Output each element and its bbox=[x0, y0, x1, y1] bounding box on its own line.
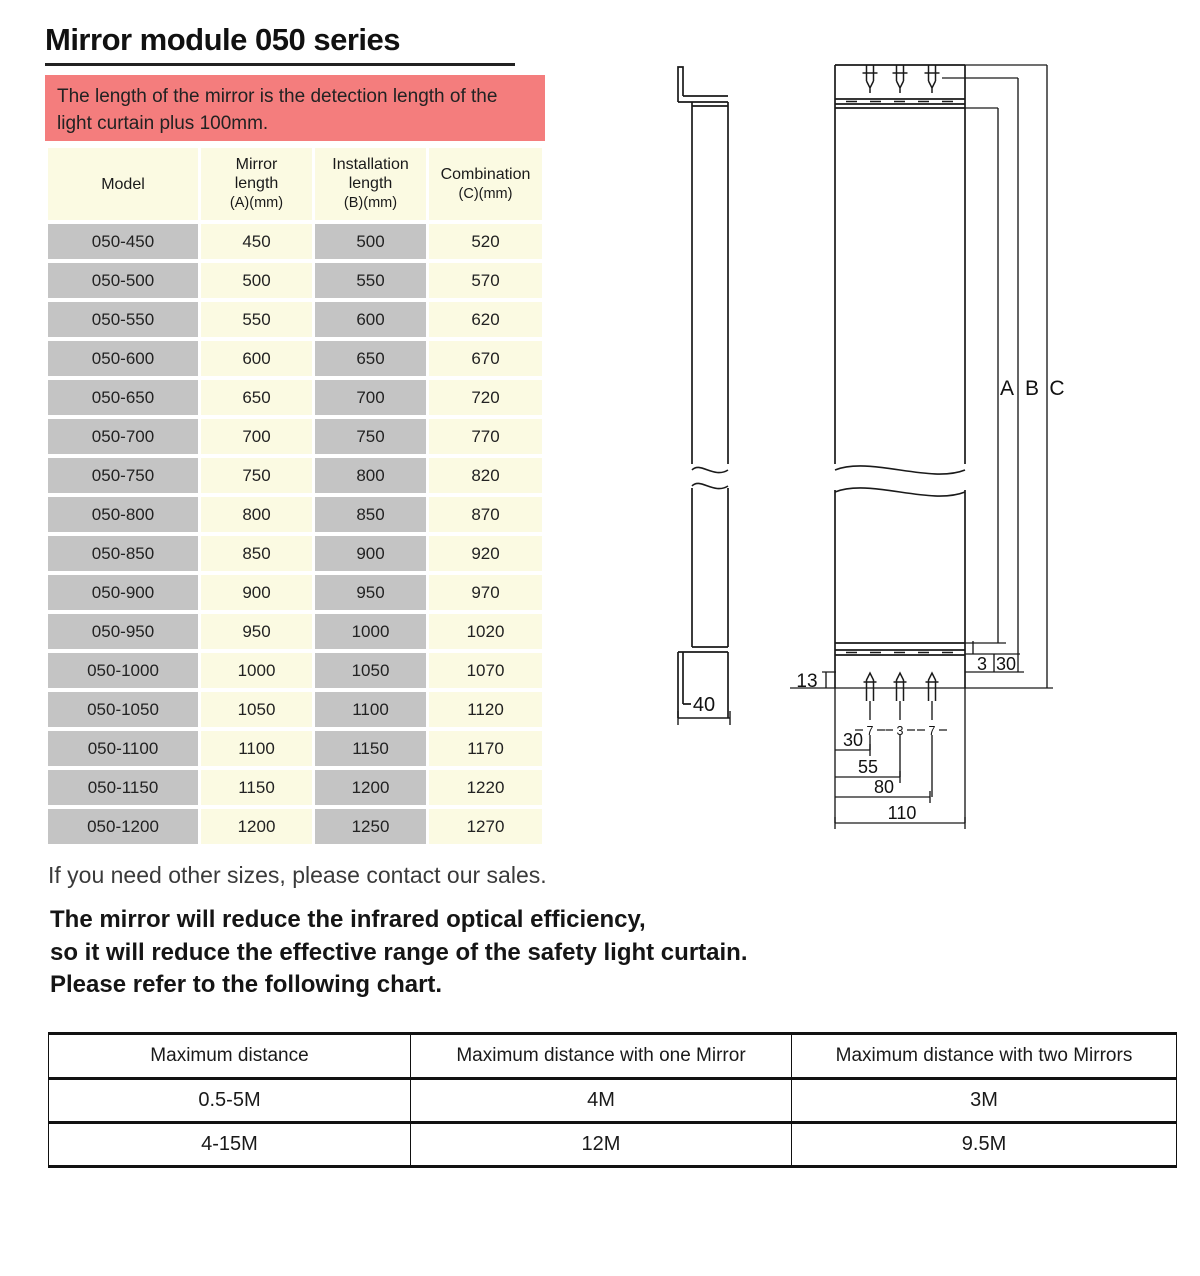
table-cell: 1020 bbox=[429, 614, 542, 649]
dim-line-A bbox=[965, 108, 998, 643]
table-cell: 050-750 bbox=[48, 458, 198, 493]
table-cell: 900 bbox=[201, 575, 312, 610]
size-table-row bbox=[48, 575, 542, 610]
table-cell: 600 bbox=[201, 341, 312, 376]
dim-plate-width: 110 bbox=[887, 803, 917, 823]
size-table-row bbox=[48, 341, 542, 376]
bottom-screws bbox=[864, 673, 939, 701]
table-cell: 050-600 bbox=[48, 341, 198, 376]
col-header-combination bbox=[429, 148, 542, 220]
size-table-body bbox=[48, 224, 542, 844]
distance-table-row bbox=[49, 1123, 1177, 1167]
distance-table-header-row bbox=[49, 1034, 1177, 1079]
table-cell: 0.5-5M bbox=[49, 1079, 411, 1123]
table-cell: 650 bbox=[201, 380, 312, 415]
size-table-header-row bbox=[48, 148, 542, 220]
table-cell: 050-1150 bbox=[48, 770, 198, 805]
size-table-row bbox=[48, 770, 542, 805]
col-header-mirror-length bbox=[201, 148, 312, 220]
table-cell: 1150 bbox=[201, 770, 312, 805]
table-cell: 1000 bbox=[201, 653, 312, 688]
table-cell: 820 bbox=[429, 458, 542, 493]
table-cell: 920 bbox=[429, 536, 542, 571]
front-view-top-plate bbox=[835, 99, 965, 108]
efficiency-note-line1: The mirror will reduce the infrared optical efficiency, bbox=[50, 906, 646, 933]
size-table-row bbox=[48, 380, 542, 415]
label-A: A bbox=[999, 377, 1015, 400]
size-table-row bbox=[48, 419, 542, 454]
table-cell: 050-1100 bbox=[48, 731, 198, 766]
table-cell: 1100 bbox=[315, 692, 426, 727]
table-cell: 1120 bbox=[429, 692, 542, 727]
title-underline bbox=[45, 63, 515, 66]
page-title: Mirror module 050 series bbox=[45, 22, 400, 57]
size-table-row bbox=[48, 263, 542, 298]
table-cell: 620 bbox=[429, 302, 542, 337]
dim-bracket-height: 30 bbox=[995, 654, 1017, 674]
table-cell: 550 bbox=[315, 263, 426, 298]
table-cell: 050-850 bbox=[48, 536, 198, 571]
header-line: (B)(mm) bbox=[343, 195, 398, 211]
header-line: Model bbox=[101, 175, 145, 193]
col-header-model bbox=[48, 148, 198, 220]
col-header-two-mirrors: Maximum distance with two Mirrors bbox=[792, 1034, 1177, 1079]
dim-dia-right: 7 bbox=[928, 724, 936, 738]
table-cell: 520 bbox=[429, 224, 542, 259]
table-cell: 1220 bbox=[429, 770, 542, 805]
dim-screw-head: 13 bbox=[796, 671, 818, 692]
dim-gap: 3 bbox=[976, 654, 988, 674]
table-cell: 550 bbox=[201, 302, 312, 337]
dim-screwhead-13 bbox=[822, 672, 836, 688]
distance-table-body bbox=[49, 1079, 1177, 1167]
efficiency-note bbox=[50, 904, 748, 1002]
label-C: C bbox=[1049, 377, 1065, 400]
dimension-diagram bbox=[640, 40, 1110, 840]
table-cell: 500 bbox=[315, 224, 426, 259]
table-cell: 050-450 bbox=[48, 224, 198, 259]
header-line: length bbox=[348, 175, 393, 192]
table-cell: 1250 bbox=[315, 809, 426, 844]
col-header-max-distance: Maximum distance bbox=[49, 1034, 411, 1079]
table-cell: 700 bbox=[315, 380, 426, 415]
table-cell: 500 bbox=[201, 263, 312, 298]
size-table-row bbox=[48, 302, 542, 337]
table-cell: 050-1000 bbox=[48, 653, 198, 688]
label-B: B bbox=[1024, 377, 1040, 400]
dim-hole2: 55 bbox=[857, 757, 879, 777]
table-cell: 800 bbox=[201, 497, 312, 532]
table-cell: 050-900 bbox=[48, 575, 198, 610]
table-cell: 850 bbox=[315, 497, 426, 532]
table-cell: 1150 bbox=[315, 731, 426, 766]
size-table-row bbox=[48, 536, 542, 571]
size-table-row bbox=[48, 224, 542, 259]
header-line: Mirror bbox=[235, 156, 278, 173]
table-cell: 1070 bbox=[429, 653, 542, 688]
size-table-row bbox=[48, 731, 542, 766]
dim-dia-mid: 3 bbox=[896, 724, 904, 738]
table-cell: 720 bbox=[429, 380, 542, 415]
size-table-row bbox=[48, 497, 542, 532]
header-line: Installation bbox=[332, 156, 409, 173]
notice-banner: The length of the mirror is the detection length of the light curtain plus 100mm. bbox=[45, 75, 545, 141]
col-header-installation-length bbox=[315, 148, 426, 220]
table-cell: 600 bbox=[315, 302, 426, 337]
size-table-row bbox=[48, 614, 542, 649]
size-table bbox=[45, 144, 545, 848]
size-table-header bbox=[48, 148, 542, 220]
table-cell: 1200 bbox=[315, 770, 426, 805]
table-cell: 800 bbox=[315, 458, 426, 493]
front-view-outline bbox=[835, 65, 965, 688]
table-cell: 050-650 bbox=[48, 380, 198, 415]
table-cell: 050-950 bbox=[48, 614, 198, 649]
table-cell: 1050 bbox=[315, 653, 426, 688]
table-cell: 050-1050 bbox=[48, 692, 198, 727]
size-table-row bbox=[48, 458, 542, 493]
table-cell: 570 bbox=[429, 263, 542, 298]
table-cell: 870 bbox=[429, 497, 542, 532]
dim-bracket-depth: 40 bbox=[692, 694, 716, 716]
table-cell: 1170 bbox=[429, 731, 542, 766]
table-cell: 1000 bbox=[315, 614, 426, 649]
size-table-row bbox=[48, 692, 542, 727]
table-cell: 050-1200 bbox=[48, 809, 198, 844]
distance-table-header bbox=[49, 1034, 1177, 1079]
size-table-row bbox=[48, 809, 542, 844]
table-cell: 850 bbox=[201, 536, 312, 571]
table-cell: 1200 bbox=[201, 809, 312, 844]
efficiency-note-line3: Please refer to the following chart. bbox=[50, 971, 443, 998]
header-line: (A)(mm) bbox=[229, 195, 284, 211]
sales-note: If you need other sizes, please contact our sales. bbox=[48, 862, 547, 888]
table-cell: 4-15M bbox=[49, 1123, 411, 1167]
table-cell: 12M bbox=[411, 1123, 792, 1167]
header-line: (C)(mm) bbox=[458, 185, 513, 202]
side-view-top-bracket bbox=[678, 67, 728, 102]
table-cell: 450 bbox=[201, 224, 312, 259]
dim-hole3: 80 bbox=[873, 777, 895, 797]
table-cell: 1100 bbox=[201, 731, 312, 766]
table-cell: 750 bbox=[315, 419, 426, 454]
dim-dia-left: 7 bbox=[866, 724, 874, 738]
table-cell: 3M bbox=[792, 1079, 1177, 1123]
table-cell: 900 bbox=[315, 536, 426, 571]
table-cell: 9.5M bbox=[792, 1123, 1177, 1167]
size-table-row bbox=[48, 653, 542, 688]
dim-line-B bbox=[942, 78, 1018, 672]
table-cell: 650 bbox=[315, 341, 426, 376]
table-cell: 950 bbox=[201, 614, 312, 649]
side-view-body bbox=[692, 102, 728, 647]
table-cell: 670 bbox=[429, 341, 542, 376]
table-cell: 970 bbox=[429, 575, 542, 610]
table-cell: 770 bbox=[429, 419, 542, 454]
table-cell: 950 bbox=[315, 575, 426, 610]
header-line: length bbox=[234, 175, 279, 192]
col-header-one-mirror: Maximum distance with one Mirror bbox=[411, 1034, 792, 1079]
table-cell: 1270 bbox=[429, 809, 542, 844]
table-cell: 050-550 bbox=[48, 302, 198, 337]
table-cell: 700 bbox=[201, 419, 312, 454]
distance-table-row bbox=[49, 1079, 1177, 1123]
table-cell: 050-800 bbox=[48, 497, 198, 532]
distance-table bbox=[48, 1032, 1177, 1168]
top-screws bbox=[863, 65, 940, 93]
table-cell: 050-700 bbox=[48, 419, 198, 454]
table-cell: 750 bbox=[201, 458, 312, 493]
header-line: Combination bbox=[440, 165, 531, 183]
table-cell: 4M bbox=[411, 1079, 792, 1123]
efficiency-note-line2: so it will reduce the effective range of the safety light curtain. bbox=[50, 938, 748, 966]
table-cell: 050-500 bbox=[48, 263, 198, 298]
dim-hole1: 30 bbox=[842, 730, 864, 750]
table-cell: 1050 bbox=[201, 692, 312, 727]
